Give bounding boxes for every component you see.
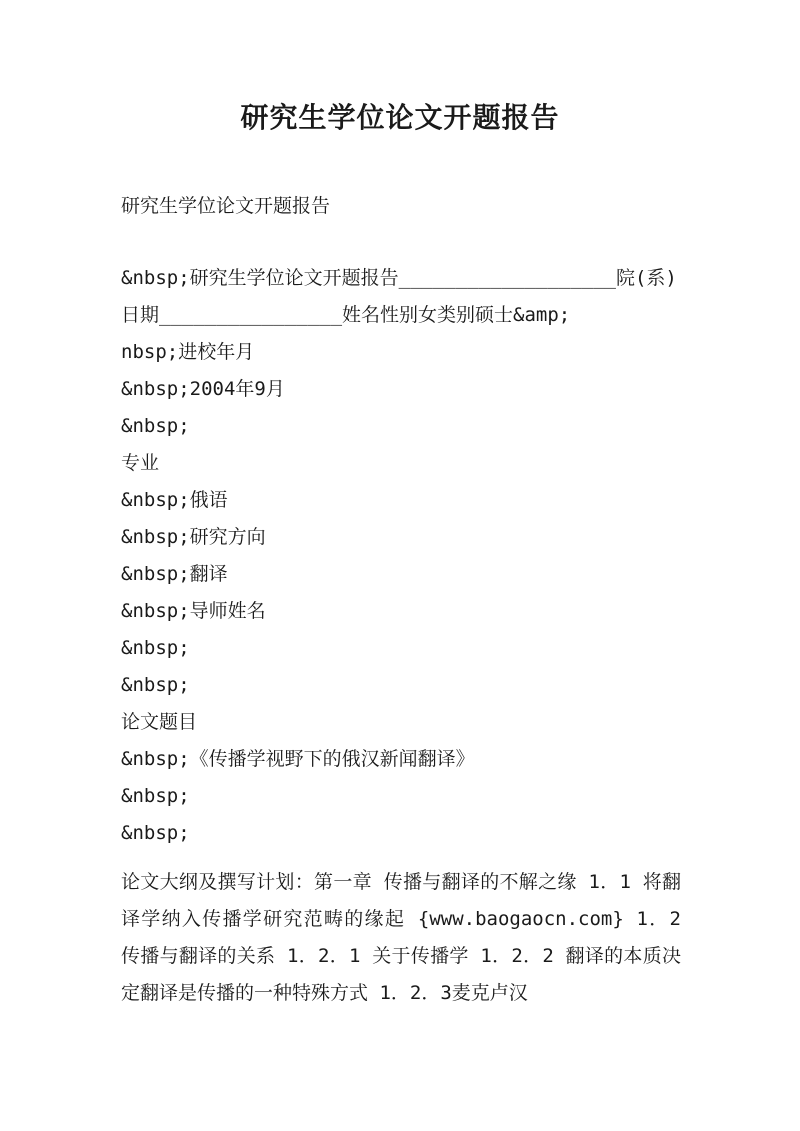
text-line: &nbsp; [121,637,190,659]
text-line: &nbsp; [121,674,190,696]
document-subtitle: 研究生学位论文开题报告 [121,195,331,217]
text-line: &nbsp;研究生学位论文开题报告___________________院(系) [121,267,677,289]
text-line: &nbsp; [121,785,190,807]
thesis-outline-paragraph: 论文大纲及撰写计划：第一章 传播与翻译的不解之缘 1．1 将翻译学纳入传播学研究范畴的缘起 {www.baogaocn.com} 1．2 传播与翻译的关系 1．2．1 关于传播学 1．2．2 翻译的本质决定翻译是传播的一种特殊方式 1．2．3麦克卢汉 [121,871,681,1004]
text-line: &nbsp;《传播学视野下的俄汉新闻翻译》 [121,748,475,770]
text-line: 专业 [121,452,160,474]
text-line: &nbsp;俄语 [121,489,228,511]
text-line: &nbsp; [121,415,190,437]
text-line: &nbsp;翻译 [121,563,228,585]
text-line: 日期________________姓名性别女类别硕士&amp; [121,304,571,326]
document-title: 研究生学位论文开题报告 [240,101,560,134]
text-line: &nbsp; [121,822,190,844]
text-line: nbsp;进校年月 [121,341,255,363]
text-line: 论文题目 [121,711,198,733]
text-line: &nbsp;导师姓名 [121,600,266,622]
form-lines [121,260,681,852]
text-line: &nbsp;2004年9月 [121,378,285,400]
text-line: &nbsp;研究方向 [121,526,266,548]
